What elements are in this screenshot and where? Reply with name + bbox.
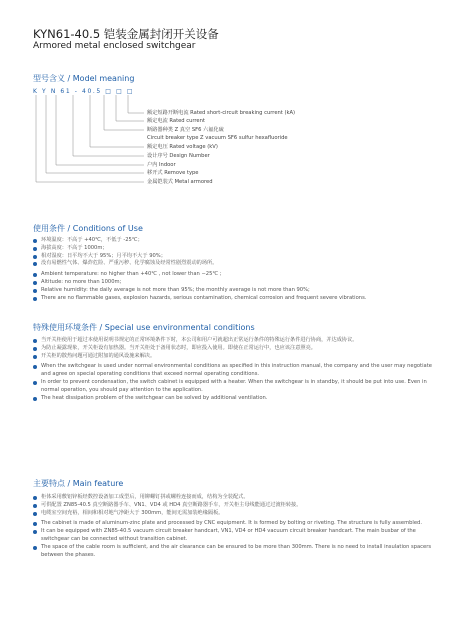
- list-item: 没有易燃性气体、爆炸危险、严重污秽、化学腐蚀及经常性剧烈震动的场所。: [33, 260, 443, 268]
- list-item: The space of the cable room is sufficient, and the air clearance can be ensured to be more than 300mm. There is no need to install insulation spacers between the phases.: [33, 544, 443, 560]
- list-item: 开关柜的散热问题可通过附加的通风设施来解决。: [33, 353, 443, 361]
- special-conditions-list: [33, 337, 443, 402]
- list-item: There are no flammable gases, explosion hazards, serious contamination, chemical corrosion and frequent severe vibrations.: [33, 295, 443, 303]
- model-meaning-heading: 型号含义 / Model meaning: [33, 74, 135, 83]
- list-item: 可供配置 ZN85-40.5 真空断路器手车、VN1、VD4 或 HD4 真空断路器手车，开关柜主母线能通过过渡柜转接。: [33, 502, 443, 510]
- list-item: Altitude: no more than 1000m;: [33, 279, 443, 287]
- model-label: 户内 Indoor: [147, 162, 176, 168]
- model-label: 金属铠装式 Metal armored: [147, 179, 213, 185]
- model-label: 断路器种类 Z 真空 SF6 六氟化硫: [147, 127, 224, 133]
- list-item: In order to prevent condensation, the switch cabinet is equipped with a heater. When the switchgear is in standby, it should be put into use. Even in normal operation, you should pay attention to the application.: [33, 379, 443, 395]
- special-conditions-heading: 特殊使用环境条件 / Special use environmental conditions: [33, 323, 255, 332]
- list-item: 当开关柜使用于超过本使用说明书规定的正常环境条件下时，本公司和用户可就超出正常运行条件的特殊运行条件进行协商，并达成协议。: [33, 337, 443, 345]
- model-label: 移开式 Remove type: [147, 170, 199, 176]
- list-item: 为防止凝露现象，开关柜设有加热器。当开关柜处于备用状态时，即应投入使用。即使在正常运行中，也应该注意照亮。: [33, 345, 443, 353]
- conditions-heading: 使用条件 / Conditions of Use: [33, 224, 143, 233]
- model-label: 设计序号 Design Number: [147, 153, 210, 159]
- list-item: It can be equipped with ZN85-40.5 vacuum circuit breaker handcart, VN1, VD4 or HD4 vacuum circuit breaker handcart. The main busbar of the switchgear can be connected without transition cabinet.: [33, 528, 443, 544]
- list-item: 电缆室空间充裕，相间和相对地气净距大于 300mm，能间无需加装绝缘隔板。: [33, 510, 443, 518]
- model-label: 额定电压 Rated voltage (kV): [147, 144, 218, 150]
- main-feature-list: [33, 494, 443, 559]
- main-feature-heading: 主要特点 / Main feature: [33, 479, 124, 488]
- model-code: K Y N 61 - 40.5 □ □ □: [33, 88, 135, 95]
- model-label: 额定短路开断电流 Rated short-circuit breaking current (kA): [147, 110, 296, 116]
- list-item: 海拔高度：不高于 1000m；: [33, 245, 443, 253]
- page-title: KYN61-40.5 铠装金属封闭开关设备: [33, 27, 219, 41]
- model-label: Circuit breaker type Z vacuum SF6 sulfur hexafluoride: [147, 135, 288, 141]
- model-label: 额定电流 Rated current: [147, 118, 205, 124]
- list-item: 环境温度：不高于 +40℃，不低于 -25℃；: [33, 237, 443, 245]
- conditions-list: [33, 237, 443, 302]
- list-item: 柜体采用敷铝锌板经数控设备加工成型后，用铆螺钉拼或螺栓连接而成，结构为全装配式。: [33, 494, 443, 502]
- page-subtitle: Armored metal enclosed switchgear: [33, 41, 196, 51]
- list-item: Ambient temperature: no higher than +40℃ , not lower than −25℃ ;: [33, 271, 443, 279]
- list-item: The heat dissipation problem of the switchgear can be solved by additional ventilation.: [33, 395, 443, 403]
- list-item: When the switchgear is used under normal environmental conditions as specified in this instruction manual, the company and the user may negotiate and agree on special operating conditions that exceed normal operating conditions.: [33, 363, 443, 379]
- list-item: The cabinet is made of aluminum-zinc plate and processed by CNC equipment. It is formed by bolting or riveting. The structure is fully assembled.: [33, 520, 443, 528]
- list-item: Relative humidity: the daily average is not more than 95%; the monthly average is not more than 90%;: [33, 287, 443, 295]
- list-item: 相对湿度：日平均不大于 95%；月平均不大于 90%；: [33, 253, 443, 261]
